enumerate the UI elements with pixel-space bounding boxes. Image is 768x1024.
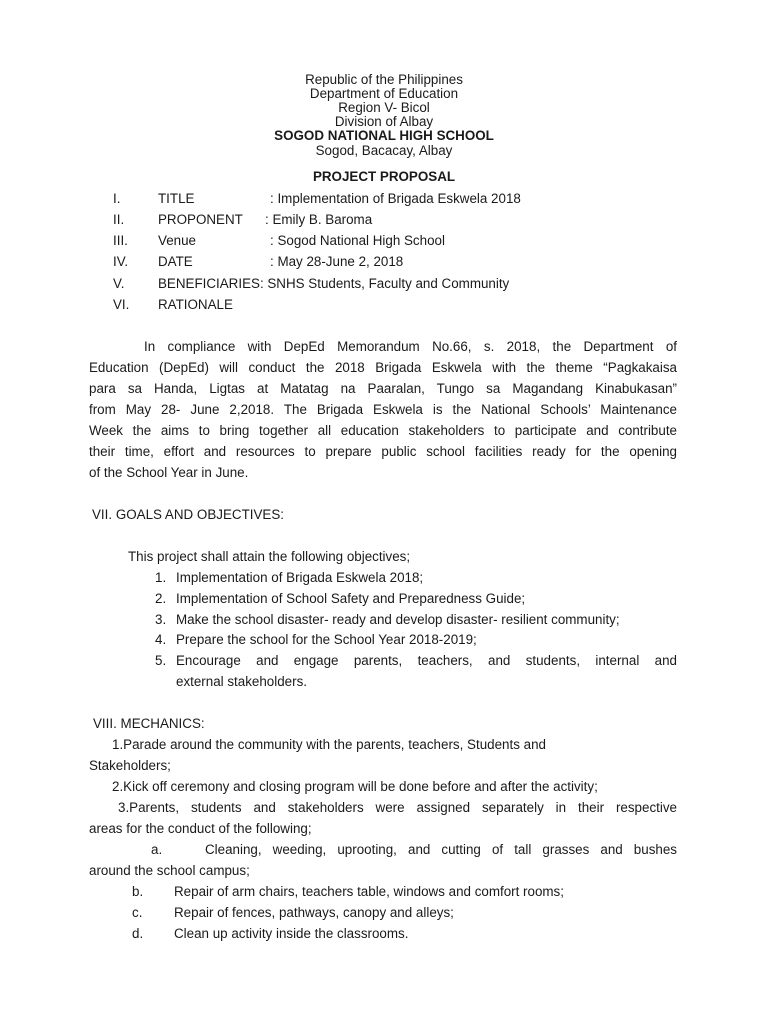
info-num: V. bbox=[113, 276, 125, 291]
mechanics-item: 3.Parents, students and stakeholders were assigned separately in their respective bbox=[118, 800, 677, 815]
goal-text: Encourage and engage parents, teachers, and students, internal and bbox=[176, 653, 677, 668]
sub-item-text: Repair of arm chairs, teachers table, windows and comfort rooms; bbox=[174, 884, 564, 899]
info-value: : Emily B. Baroma bbox=[265, 212, 373, 227]
info-label: Venue bbox=[158, 233, 196, 248]
info-value: : May 28-June 2, 2018 bbox=[270, 254, 404, 269]
goal-num: 1. bbox=[155, 570, 167, 585]
header-region: Region V- Bicol bbox=[338, 100, 430, 115]
goal-num: 5. bbox=[155, 653, 167, 668]
sub-item-continued: around the school campus; bbox=[89, 863, 250, 878]
header-republic: Republic of the Philippines bbox=[305, 72, 463, 87]
info-num: II. bbox=[113, 212, 125, 227]
goal-text: Implementation of Brigada Eskwela 2018; bbox=[176, 570, 424, 585]
info-num: IV. bbox=[113, 254, 129, 269]
rationale-line: their time, effort and resources to prepare public school facilities ready for the opening bbox=[89, 444, 677, 459]
mechanics-item: 1.Parade around the community with the parents, teachers, Students and bbox=[112, 737, 546, 752]
goal-num: 4. bbox=[155, 632, 167, 647]
mechanics-item-continued: areas for the conduct of the following; bbox=[89, 821, 312, 836]
goal-text: Prepare the school for the School Year 2018-2019; bbox=[176, 632, 477, 647]
sub-item-text: Clean up activity inside the classrooms. bbox=[174, 926, 409, 941]
goal-num: 3. bbox=[155, 612, 167, 627]
sub-item-letter: b. bbox=[132, 884, 144, 899]
info-value: : Implementation of Brigada Eskwela 2018 bbox=[270, 191, 521, 206]
sub-item-text: Repair of fences, pathways, canopy and alleys; bbox=[174, 905, 454, 920]
header-division: Division of Albay bbox=[334, 114, 434, 129]
school-name: SOGOD NATIONAL HIGH SCHOOL bbox=[274, 128, 494, 143]
rationale-line: Week the aims to bring together all education stakeholders to participate and contribute bbox=[89, 423, 677, 438]
info-label: BENEFICIARIES: SNHS Students, Faculty and Community bbox=[158, 276, 510, 291]
goal-text: Make the school disaster- ready and develop disaster- resilient community; bbox=[176, 612, 620, 627]
info-label: RATIONALE bbox=[158, 297, 233, 312]
rationale-line: In compliance with DepEd Memorandum No.66, s. 2018, the Department of bbox=[144, 339, 677, 354]
goal-num: 2. bbox=[155, 591, 167, 606]
sub-item-text: Cleaning, weeding, uprooting, and cutting of tall grasses and bushes bbox=[205, 842, 677, 857]
sub-item-letter: d. bbox=[132, 926, 144, 941]
info-num: VI. bbox=[113, 297, 130, 312]
mechanics-item: 2.Kick off ceremony and closing program will be done before and after the activity; bbox=[112, 779, 598, 794]
mechanics-heading: VIII. MECHANICS: bbox=[93, 716, 205, 731]
info-num: I. bbox=[113, 191, 121, 206]
goal-text-continued: external stakeholders. bbox=[176, 674, 308, 689]
goals-intro: This project shall attain the following objectives; bbox=[128, 549, 411, 564]
rationale-line: para sa Handa, Ligtas at Matatag na Paaralan, Tungo sa Magandang Kinabukasan” bbox=[89, 381, 677, 396]
info-num: III. bbox=[113, 233, 128, 248]
info-label: PROPONENT bbox=[158, 212, 243, 227]
school-address: Sogod, Bacacay, Albay bbox=[315, 143, 453, 158]
goals-heading: VII. GOALS AND OBJECTIVES: bbox=[92, 507, 284, 522]
goal-text: Implementation of School Safety and Preparedness Guide; bbox=[176, 591, 526, 606]
info-label: TITLE bbox=[158, 191, 195, 206]
info-value: : Sogod National High School bbox=[270, 233, 445, 248]
rationale-line: from May 28- June 2,2018. The Brigada Eskwela is the National Schools’ Maintenance bbox=[89, 402, 677, 417]
rationale-line: of the School Year in June. bbox=[89, 465, 249, 480]
sub-item-letter: a. bbox=[151, 842, 163, 857]
rationale-line: Education (DepEd) will conduct the 2018 Brigada Eskwela with the theme “Pagkakaisa bbox=[89, 360, 677, 375]
document-title: PROJECT PROPOSAL bbox=[312, 169, 456, 184]
info-label: DATE bbox=[158, 254, 193, 269]
header-department: Department of Education bbox=[309, 86, 459, 101]
mechanics-item-continued: Stakeholders; bbox=[89, 758, 171, 773]
sub-item-letter: c. bbox=[132, 905, 143, 920]
